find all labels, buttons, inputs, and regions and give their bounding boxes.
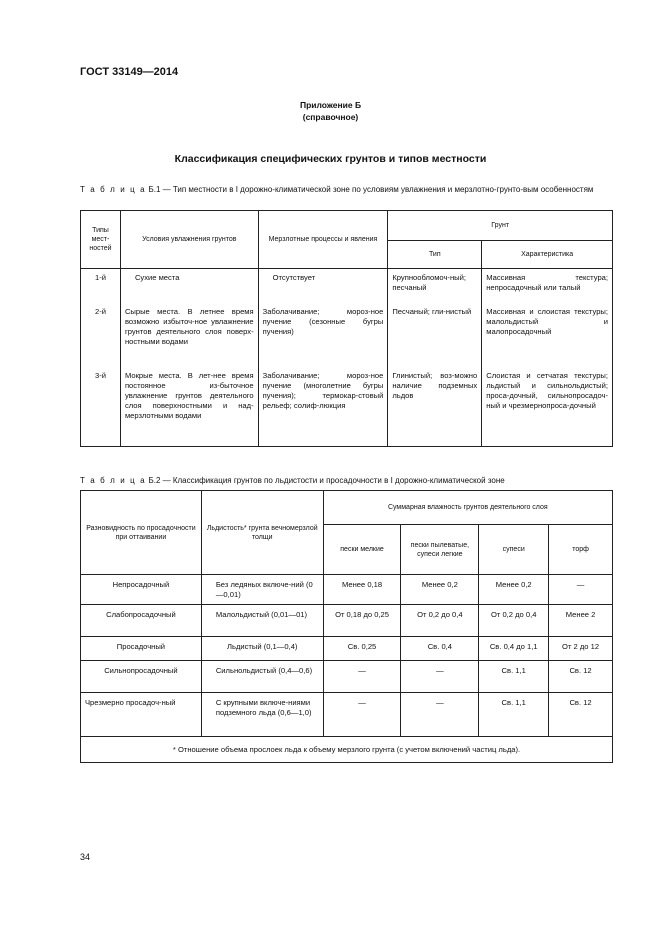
- t1-cell-soil-type: Глинистый; воз-можно наличие подземных льдов: [388, 367, 482, 447]
- t2-cell-sand-dusty: От 0,2 до 0,4: [401, 605, 479, 637]
- table-b1: [80, 210, 613, 447]
- t2-cell-variety: Слабопросадочный: [81, 605, 202, 637]
- t2-cell-sand-fine: Св. 0,25: [323, 637, 401, 661]
- t2-cell-variety: Непросадочный: [81, 575, 202, 605]
- t2-cell-ice: Малольдистый (0,01—01): [201, 605, 323, 637]
- t1-cell-soil-char: Слоистая и сетчатая текстуры; льдистый и сильнольдистый; проса-дочный, сильнопросадоч-ный и чрезмернопроса-дочный: [482, 367, 613, 447]
- t2-header-ice: Льдистость* грунта вечномерзлой толщи: [201, 491, 323, 575]
- t1-header-processes: Мерзлотные процессы и явления: [258, 211, 388, 269]
- t1-cell-type: 1-й: [81, 269, 121, 303]
- table2-footnote: * Отношение объема прослоек льда к объему мерзлого грунта (с учетом включений частиц льда).: [81, 737, 613, 763]
- table-row: [81, 303, 613, 367]
- table2-caption-text: Б.2 — Классификация грунтов по льдистости и просадочности в I дорожно-климатической зоне: [148, 476, 505, 485]
- standard-header: ГОСТ 33149—2014: [80, 66, 179, 78]
- t2-cell-ice: С крупными включе-ниями подземного льда (0,6—1,0): [201, 693, 323, 737]
- t1-cell-type: 3-й: [81, 367, 121, 447]
- t2-cell-sand-fine: —: [323, 693, 401, 737]
- t2-cell-variety: Сильнопросадочный: [81, 661, 202, 693]
- t2-cell-peat: Менее 2: [549, 605, 613, 637]
- t2-cell-sand-fine: —: [323, 661, 401, 693]
- t1-cell-conditions: Мокрые места. В лет-нее время постоянное из-быточное увлажнение грунтов деятельного слоя поверхностными и над-мерзлотными водами: [120, 367, 258, 447]
- t2-header-sand-dusty: пески пылеватые, супеси легкие: [401, 525, 479, 575]
- t2-cell-peat: От 2 до 12: [549, 637, 613, 661]
- table-b2: [80, 490, 613, 763]
- table-row: [81, 637, 613, 661]
- t2-cell-sandy-loam: Св. 1,1: [479, 693, 549, 737]
- t1-header-soil-char: Характеристика: [482, 241, 613, 269]
- t2-header-moisture: Суммарная влажность грунтов деятельного слоя: [323, 491, 612, 525]
- table1-caption-label: Т а б л и ц а: [80, 185, 147, 194]
- t2-cell-sand-dusty: Св. 0,4: [401, 637, 479, 661]
- t2-cell-sandy-loam: Менее 0,2: [479, 575, 549, 605]
- t2-header-peat: торф: [549, 525, 613, 575]
- t1-cell-soil-type: Крупнообломоч-ный; песчаный: [388, 269, 482, 303]
- t2-cell-sandy-loam: Св. 1,1: [479, 661, 549, 693]
- table2-caption-label: Т а б л и ц а: [80, 476, 147, 485]
- t1-header-type: Типы мест-ностей: [81, 211, 121, 269]
- table-row: [81, 269, 613, 303]
- t2-cell-sand-dusty: Менее 0,2: [401, 575, 479, 605]
- appendix-subtitle: (справочное): [302, 112, 359, 122]
- t2-cell-ice: Сильнольдистый (0,4—0,6): [201, 661, 323, 693]
- table-row: [81, 605, 613, 637]
- t2-cell-peat: Св. 12: [549, 661, 613, 693]
- t2-cell-ice: Льдистый (0,1—0,4): [201, 637, 323, 661]
- t2-header-sandy-loam: супеси: [479, 525, 549, 575]
- t1-cell-conditions: Сырые места. В летнее время возможно избыточ-ное увлажнение грунтов деятельного слоя поверх-ностными водами: [120, 303, 258, 367]
- t2-cell-ice: Без ледяных включе-ний (0—0,01): [201, 575, 323, 605]
- appendix-title: Приложение Б: [299, 100, 362, 110]
- t1-header-soil: Грунт: [388, 211, 613, 241]
- t2-cell-sandy-loam: От 0,2 до 0,4: [479, 605, 549, 637]
- table-row: [81, 693, 613, 737]
- t2-cell-sandy-loam: Св. 0,4 до 1,1: [479, 637, 549, 661]
- table-row: [81, 661, 613, 693]
- t2-cell-sand-dusty: —: [401, 693, 479, 737]
- t2-cell-sand-fine: От 0,18 до 0,25: [323, 605, 401, 637]
- table1-caption-text: Б.1 — Тип местности в I дорожно-климатической зоне по условиям увлажнения и мерзлотно-грунто-вым особенностям: [148, 185, 594, 194]
- t2-cell-variety: Чрезмерно просадоч-ный: [81, 693, 202, 737]
- t2-cell-sand-fine: Менее 0,18: [323, 575, 401, 605]
- table-row: [81, 367, 613, 447]
- t2-header-sand-fine: пески мелкие: [323, 525, 401, 575]
- t1-cell-soil-char: Массивная и слоистая текстуры; малольдистый и малопросадочный: [482, 303, 613, 367]
- t1-cell-type: 2-й: [81, 303, 121, 367]
- table-row: [81, 575, 613, 605]
- t1-cell-soil-type: Песчаный; гли-нистый: [388, 303, 482, 367]
- t2-cell-peat: —: [549, 575, 613, 605]
- table1-caption: [80, 184, 620, 195]
- t2-header-variety: Разновидность по просадочности при оттаивании: [81, 491, 202, 575]
- t2-cell-variety: Просадочный: [81, 637, 202, 661]
- t1-header-conditions: Условия увлажнения грунтов: [120, 211, 258, 269]
- page-number: 34: [80, 852, 91, 862]
- t1-cell-conditions: Сухие места: [120, 269, 258, 303]
- t2-cell-peat: Св. 12: [549, 693, 613, 737]
- table2-caption: [80, 475, 620, 486]
- t2-cell-sand-dusty: —: [401, 661, 479, 693]
- t1-cell-processes: Заболачивание; мороз-ное пучение (сезонные бугры пучения): [258, 303, 388, 367]
- section-title: Классификация специфических грунтов и типов местности: [174, 153, 487, 165]
- t1-header-soil-type: Тип: [388, 241, 482, 269]
- t1-cell-processes: Отсутствует: [258, 269, 388, 303]
- t1-cell-processes: Заболачивание; мороз-ное пучение (многолетние бугры пучения); термокар-стовый рельеф; солиф-люкция: [258, 367, 388, 447]
- t1-cell-soil-char: Массивная текстура; непросадочный или талый: [482, 269, 613, 303]
